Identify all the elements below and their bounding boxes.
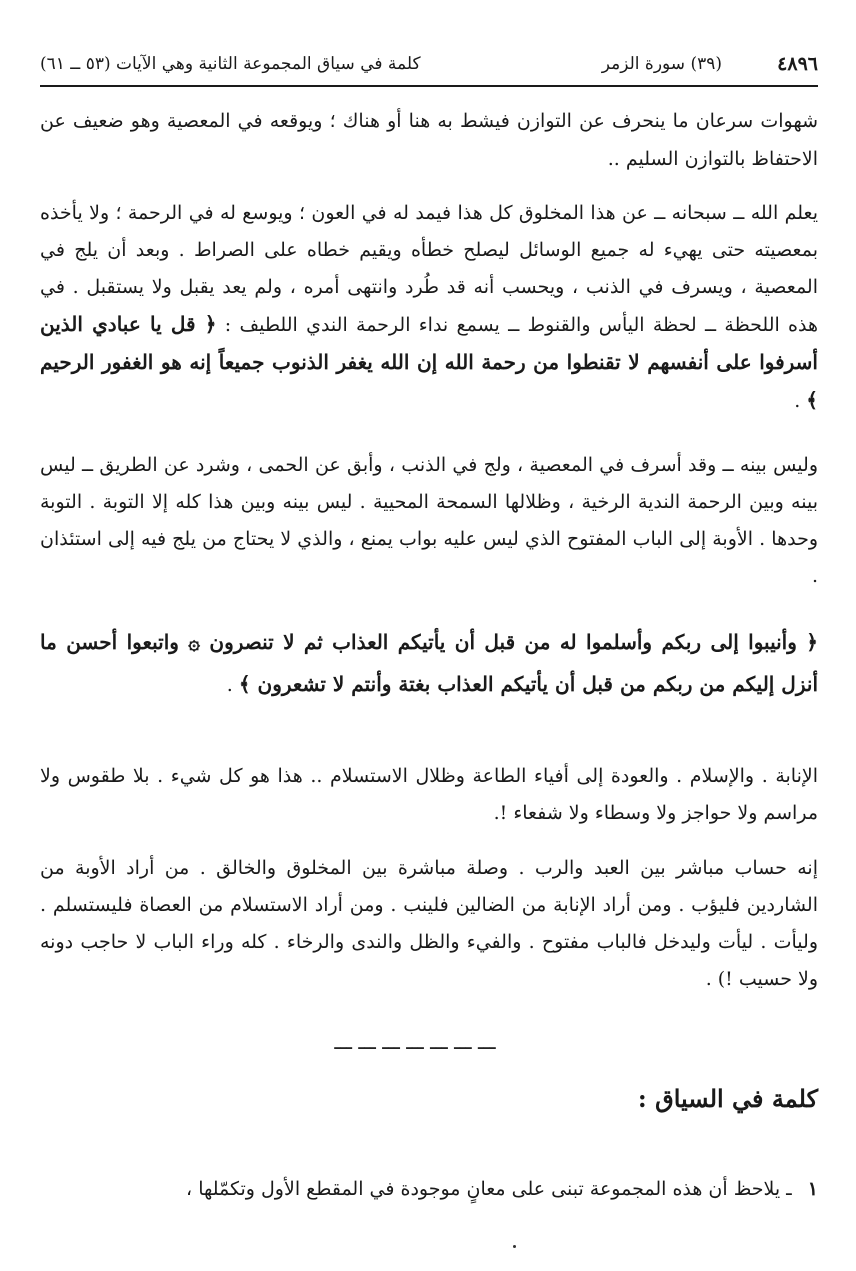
section-title: كلمة في سياق المجموعة الثانية وهي الآيات (٥٣ ــ ٦١) bbox=[40, 54, 421, 74]
list-item-number: ١ bbox=[807, 1178, 818, 1200]
paragraph-3 bbox=[40, 447, 818, 595]
paragraph-text: الإنابة . والإسلام . والعودة إلى أفياء الطاعة وظلال الاستسلام .. هذا هو كل شيء . بلا طقوس ولا مراسم ولا حواجز ولا وسطاء ولا شفعاء !. bbox=[40, 765, 818, 824]
paragraph-text: إنه حساب مباشر بين العبد والرب . وصلة مباشرة بين المخلوق والخالق . من أراد الأوبة من الشاردين فليؤب . ومن أراد الإنابة من الضالين فلينب . ومن أراد الاستسلام من العصاة فليستسلم . وليأت . ليأت وليدخل فالباب مفتوح . والفيء والظل والندى والرخاء . كله وراء الباب لا حاجب دونه ولا حسيب !) . bbox=[40, 857, 818, 990]
surah-title: (٣٩) سورة الزمر bbox=[601, 54, 722, 74]
paragraph-2 bbox=[40, 195, 818, 420]
section-heading: كلمة في السياق : bbox=[637, 1084, 818, 1113]
header-divider bbox=[40, 85, 818, 87]
running-header bbox=[40, 44, 818, 84]
paragraph-text: يعلم الله ــ سبحانه ــ عن هذا المخلوق كل هذا فيمد له في العون ؛ ويوسع له في الرحمة ؛ ولا يأخذه بمعصيته حتى يهيء له جميع الوسائل ليصلح خطأه ويقيم خطاه على الصراط . وبعد أن يلج في المعصية ، ويسرف في الذنب ، ويحسب أنه قد طُرد وانتهى أمره ، ولم يعد يقبل ولا يستقبل . في هذه اللحظة ــ لحظة اليأس والقنوط ــ يسمع نداء الرحمة الندي اللطيف : bbox=[40, 202, 819, 336]
section-separator: ـــ ـــ ـــ ـــ ـــ ـــ ـــ bbox=[334, 1030, 496, 1054]
paragraph-text: وليس بينه ــ وقد أسرف في المعصية ، ولج في الذنب ، وأبق عن الحمى ، وشرد عن الطريق ــ ليس بينه وبين الرحمة الندية الرخية ، وظلالها السمحة المحيية . ليس بينه وبين هذا كله إلا التوبة . التوبة وحدها . الأوبة إلى الباب المفتوح الذي ليس عليه بواب يمنع ، والذي لا يحتاج من يلج فيه إلى استئذان . bbox=[40, 454, 818, 587]
paragraph-5 bbox=[40, 758, 818, 832]
paragraph-text: شهوات سرعان ما ينحرف عن التوازن فيشط به هنا أو هناك ؛ ويوقعه في المعصية وهو ضعيف عن الاحتفاظ بالتوازن السليم .. bbox=[40, 110, 818, 170]
list-item-dash: ـ bbox=[786, 1178, 792, 1200]
list-item-text: يلاحظ أن هذه المجموعة تبنى على معانٍ موجودة في المقطع الأول وتكمّلها ، bbox=[186, 1178, 781, 1200]
paragraph-end: . bbox=[226, 674, 239, 696]
paragraph-1 bbox=[40, 102, 818, 178]
scan-dot bbox=[513, 1245, 516, 1248]
list-item bbox=[40, 1165, 818, 1213]
quran-verse: ﴿ قل يا عبادي الذين أسرفوا على أنفسهم لا تقنطوا من رحمة الله إن الله يغفر الذنوب جميعاً إنه هو الغفور الرحيم ﴾ bbox=[40, 312, 818, 412]
paragraph-end: . bbox=[794, 390, 807, 412]
paragraph-4 bbox=[40, 622, 818, 706]
paragraph-6 bbox=[40, 850, 818, 998]
quran-verse: ﴿ وأنيبوا إلى ربكم وأسلموا له من قبل أن يأتيكم العذاب ثم لا تنصرون ۞ واتبعوا أحسن ما أنزل إليكم من ربكم من قبل أن يأتيكم العذاب بغتة وأنتم لا تشعرون ﴾ bbox=[40, 630, 818, 696]
page-number: ٤٨٩٦ bbox=[777, 53, 818, 75]
